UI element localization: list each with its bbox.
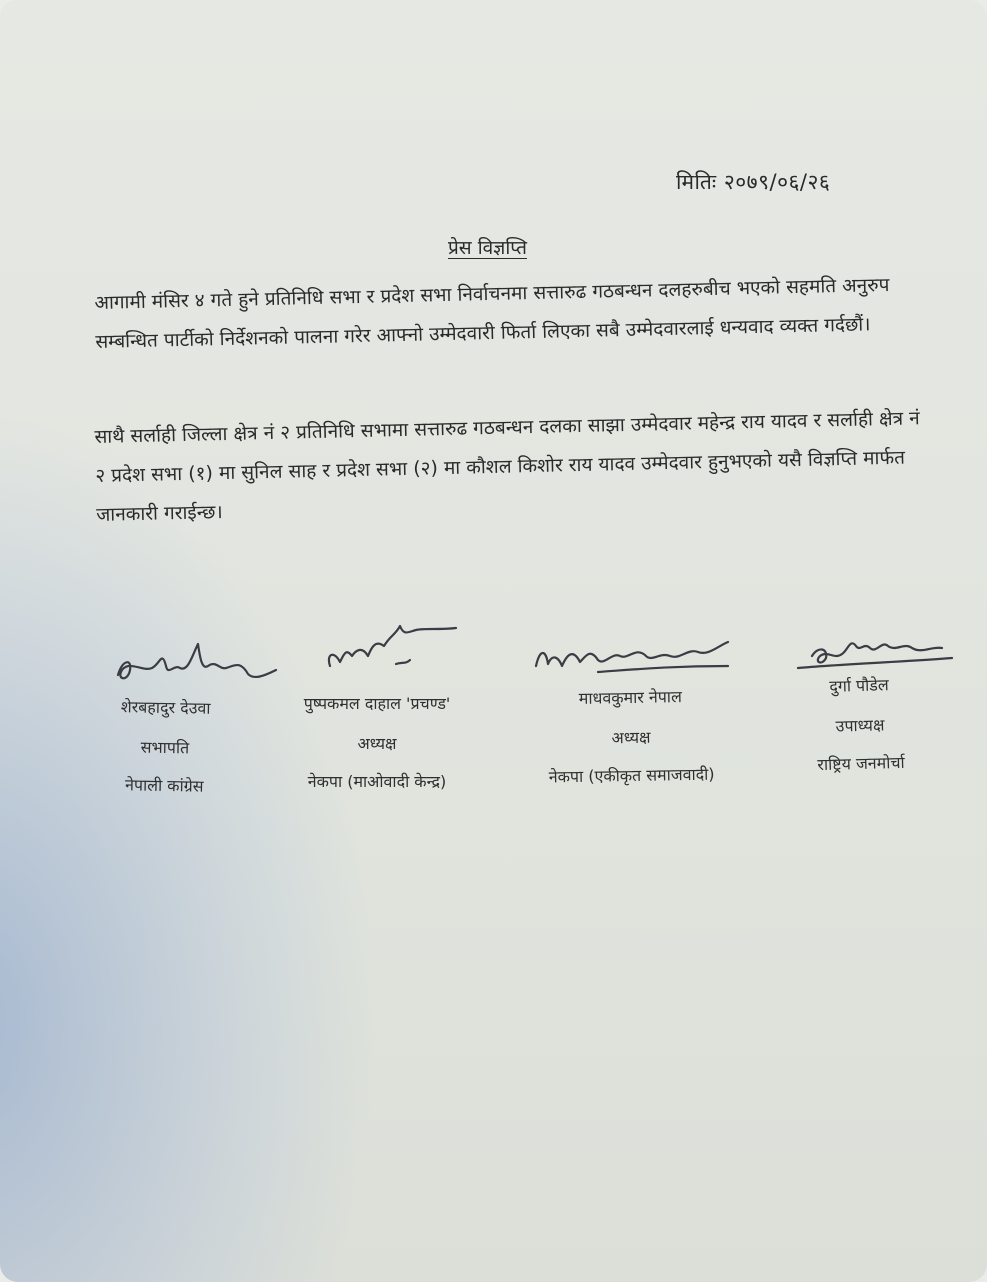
signature-2-image [300,606,470,686]
signatory-3 [515,684,747,788]
signatory-1 [99,695,231,797]
document-date: मितिः २०७९/०६/२६ [676,170,831,194]
signatory-4 [789,672,932,776]
signatory-party: राष्ट्रिय जनमोर्चा [817,752,905,775]
signatory-party: नेपाली कांग्रेस [124,775,204,796]
signatory-title: उपाध्यक्ष [835,715,885,736]
signatory-title: अध्यक्ष [357,734,397,753]
paragraph-2: साथै सर्लाही जिल्ला क्षेत्र नं २ प्रतिनिधि सभामा सत्तारुढ गठबन्धन दलका साझा उम्मेदवार महेन्द्र राय यादव र सर्लाही क्षेत्र नं २ प्रदेश सभा (१) मा सुनिल साह र प्रदेश सभा (२) मा कौशल किशोर राय यादव उम्मेदवार हुनुभएको यसै विज्ञप्ति मार्फत जानकारी गराईन्छ। [94,407,920,526]
signatory-party: नेकपा (एकीकृत समाजवादी) [548,764,715,787]
signatory-name: पुष्पकमल दाहाल 'प्रचण्ड' [303,694,451,713]
signatory-title: सभापति [140,737,190,758]
signatory-2 [272,692,482,792]
signatory-name: शेरबहादुर देउवा [120,697,211,718]
paragraph-1: आगामी मंसिर ४ गते हुने प्रतिनिधि सभा र प्रदेश सभा निर्वाचनमा सत्तारुढ गठबन्धन दलहरुबीच भएको सहमति अनुरुप सम्बन्धित पार्टीको निर्देशनको पालना गरेर आफ्नो उम्मेदवारी फिर्ता लिएका सबै उम्मेदवारलाई धन्यवाद व्यक्त गर्दछौं। [94,273,890,353]
signature-3-image [528,626,738,686]
signatory-party: नेकपा (माओवादी केन्द्र) [307,772,447,791]
signature-1-image [108,630,288,700]
signatory-name: माधवकुमार नेपाल [578,687,683,708]
signatory-title: अध्यक्ष [611,727,651,748]
document-heading: प्रेस विज्ञप्ति [448,237,527,259]
signatory-name: दुर्गा पौडेल [829,675,889,696]
